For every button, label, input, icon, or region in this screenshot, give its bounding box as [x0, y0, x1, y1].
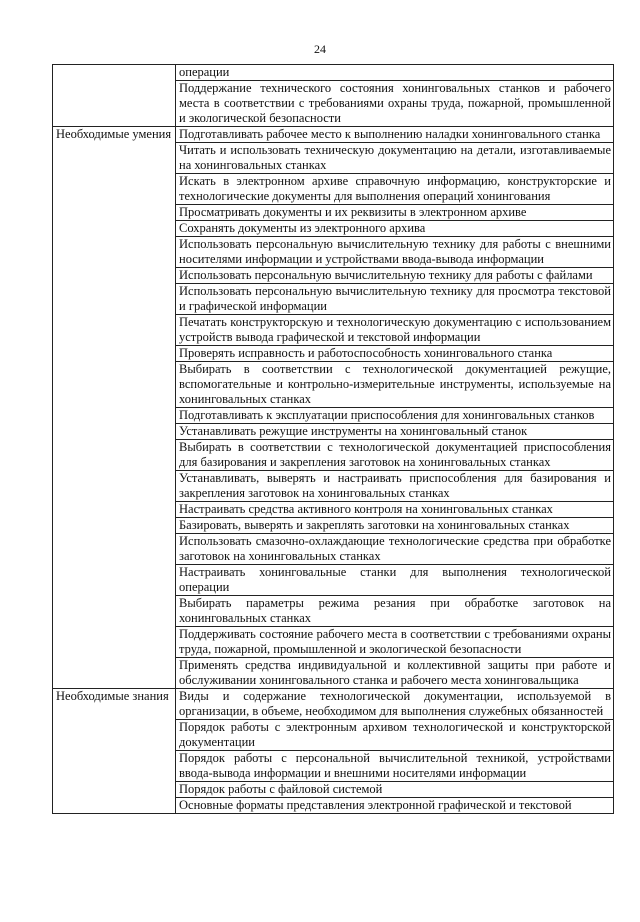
requirement-item: Использовать персональную вычислительную технику для работы с файлами	[176, 268, 614, 284]
requirement-item: Применять средства индивидуальной и коллективной защиты при работе и обслуживании хонинговального станка и рабочего места хонинговальщика	[176, 658, 614, 689]
requirement-item: Устанавливать режущие инструменты на хонинговальный станок	[176, 424, 614, 440]
requirement-item: Настраивать хонинговальные станки для выполнения технологической операции	[176, 565, 614, 596]
requirement-item: Выбирать в соответствии с технологической документацией приспособления для базирования и закрепления заготовок на хонинговальных станках	[176, 440, 614, 471]
requirement-item: Поддержание технического состояния хонинговальных станков и рабочего места в соответствии с требованиями охраны труда, пожарной, промышленной и экологической безопасности	[176, 81, 614, 127]
table-row	[53, 689, 614, 720]
requirement-item: Просматривать документы и их реквизиты в электронном архиве	[176, 205, 614, 221]
requirement-item: Порядок работы с персональной вычислительной техникой, устройствами ввода-вывода информации и внешними носителями информации	[176, 751, 614, 782]
requirement-item: Сохранять документы из электронного архива	[176, 221, 614, 237]
requirement-item: Подготавливать рабочее место к выполнению наладки хонинговального станка	[176, 127, 614, 143]
requirements-table-body	[53, 65, 614, 814]
requirement-item: Настраивать средства активного контроля на хонинговальных станках	[176, 502, 614, 518]
requirement-item: Виды и содержание технологической документации, используемой в организации, в объеме, необходимом для выполнения служебных обязанностей	[176, 689, 614, 720]
requirement-item: операции	[176, 65, 614, 81]
requirement-item: Устанавливать, выверять и настраивать приспособления для базирования и закрепления заготовок на хонинговальных станках	[176, 471, 614, 502]
table-row	[53, 127, 614, 143]
section-label: Необходимые умения	[53, 127, 176, 689]
section-label	[53, 65, 176, 127]
requirement-item: Основные форматы представления электронной графической и текстовой	[176, 798, 614, 814]
requirement-item: Порядок работы с файловой системой	[176, 782, 614, 798]
table-row	[53, 65, 614, 81]
requirement-item: Выбирать в соответствии с технологической документацией режущие, вспомогательные и контрольно-измерительные инструменты, используемые на хонинговальных станках	[176, 362, 614, 408]
page-number: 24	[314, 42, 326, 56]
requirement-item: Использовать смазочно-охлаждающие технологические средства при обработке заготовок на хонинговальных станках	[176, 534, 614, 565]
section-label: Необходимые знания	[53, 689, 176, 814]
requirement-item: Подготавливать к эксплуатации приспособления для хонинговальных станков	[176, 408, 614, 424]
requirement-item: Искать в электронном архиве справочную информацию, конструкторские и технологические документы для выполнения операций хонингования	[176, 174, 614, 205]
requirement-item: Читать и использовать техническую документацию на детали, изготавливаемые на хонинговальных станках	[176, 143, 614, 174]
requirement-item: Использовать персональную вычислительную технику для работы с внешними носителями информации и устройствами ввода-вывода информации	[176, 237, 614, 268]
requirement-item: Базировать, выверять и закреплять заготовки на хонинговальных станках	[176, 518, 614, 534]
requirement-item: Выбирать параметры режима резания при обработке заготовок на хонинговальных станках	[176, 596, 614, 627]
requirement-item: Поддерживать состояние рабочего места в соответствии с требованиями охраны труда, пожарной, промышленной и экологической безопасности	[176, 627, 614, 658]
requirement-item: Использовать персональную вычислительную технику для просмотра текстовой и графической информации	[176, 284, 614, 315]
requirements-table	[52, 64, 614, 814]
requirement-item: Порядок работы с электронным архивом технологической и конструкторской документации	[176, 720, 614, 751]
requirement-item: Печатать конструкторскую и технологическую документацию с использованием устройств вывода графической и текстовой информации	[176, 315, 614, 346]
requirement-item: Проверять исправность и работоспособность хонинговального станка	[176, 346, 614, 362]
